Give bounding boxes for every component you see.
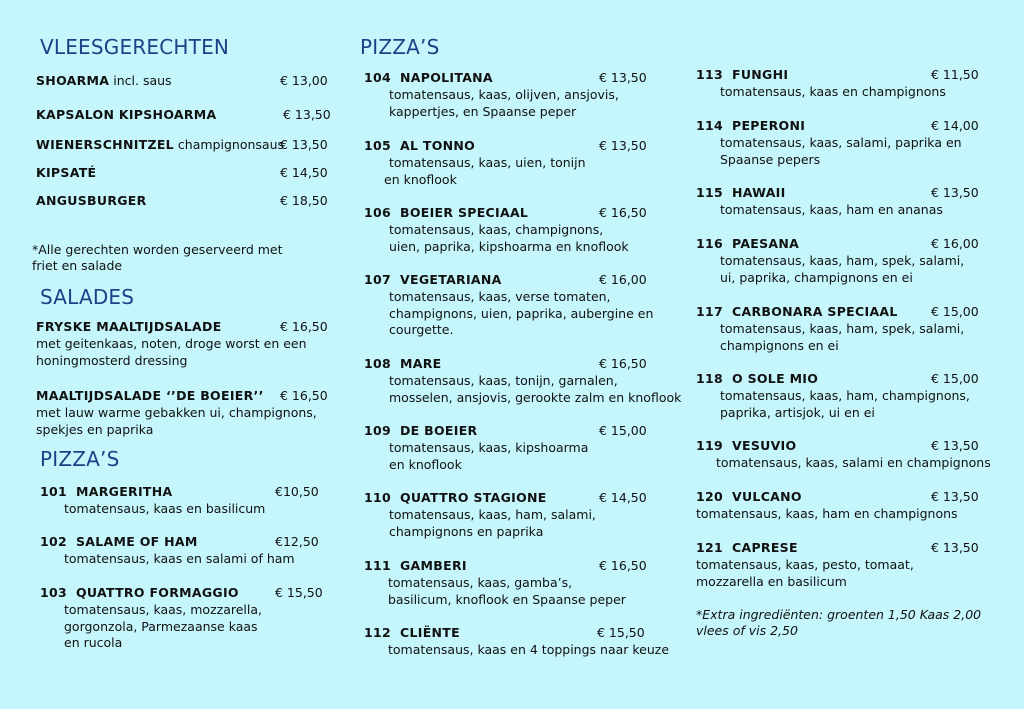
item-price: € 13,50 [280, 137, 328, 152]
pizza-title [364, 356, 441, 372]
pizza-number: 119 [696, 438, 723, 453]
pizza-number: 114 [696, 118, 723, 133]
pizza-title [364, 490, 547, 506]
pizza-desc-line: tomatensaus, kaas, ham en champignons [696, 506, 958, 521]
item-extra: champignonsaus [173, 137, 284, 152]
pizza-name: VULCANO [732, 489, 802, 504]
pizza-desc-line: tomatensaus, kaas, ham, champignons, [720, 388, 970, 403]
pizza-desc-line: tomatensaus, kaas en champignons [720, 84, 946, 99]
item-name: KAPSALON KIPSHOARMA [36, 107, 217, 122]
menu-item [36, 193, 147, 209]
salad-desc-line: spekjes en paprika [36, 421, 154, 437]
pizza-name: AL TONNO [400, 138, 476, 153]
pizza-title [696, 304, 898, 320]
pizza-number: 116 [696, 236, 723, 251]
pizza-price: € 15,50 [597, 625, 645, 640]
pizza-title [696, 118, 805, 134]
pizza-desc-line: tomatensaus, kaas, verse tomaten, [389, 289, 611, 304]
heading-pizzas-left: PIZZA’S [40, 447, 120, 471]
serving-note [32, 242, 283, 274]
pizza-name: CARBONARA SPECIAAL [732, 304, 898, 319]
pizza-name: PEPERONI [732, 118, 806, 133]
pizza-name: BOEIER SPECIAAL [400, 205, 529, 220]
item-name: ANGUSBURGER [36, 193, 147, 208]
pizza-desc-line: champignons, uien, paprika, aubergine en [389, 305, 654, 321]
item-extra: incl. saus [109, 73, 172, 88]
pizza-title [696, 185, 786, 201]
pizza-name: QUATTRO FORMAGGIO [76, 585, 239, 600]
pizza-desc-line: gorgonzola, Parmezaanse kaas [64, 618, 258, 634]
pizza-desc-line: champignons en paprika [389, 523, 544, 539]
pizza-price: € 13,50 [599, 138, 647, 153]
item-name: SHOARMA [36, 73, 110, 88]
pizza-number: 110 [364, 490, 391, 505]
pizza-title [364, 138, 475, 154]
pizza-name: MARE [400, 356, 442, 371]
pizza-name: SALAME OF HAM [76, 534, 198, 549]
pizza-price: € 13,50 [931, 185, 979, 200]
item-price: € 18,50 [280, 193, 328, 208]
pizza-name: DE BOEIER [400, 423, 478, 438]
pizza-desc-line: tomatensaus, kaas, ham, spek, salami, [720, 321, 965, 336]
pizza-price: € 14,00 [931, 118, 979, 133]
pizza-desc-line: mozzarella en basilicum [696, 573, 847, 589]
pizza-desc-line: tomatensaus, kaas, olijven, ansjovis, [389, 87, 619, 102]
salad-desc [36, 405, 317, 438]
pizza-desc-line: tomatensaus, kaas, ham, salami, [389, 507, 596, 522]
pizza-desc-line: tomatensaus, kaas, salami, paprika en [720, 135, 962, 150]
item-price: € 13,00 [280, 73, 328, 88]
salad-price: € 16,50 [280, 388, 328, 403]
pizza-number: 105 [364, 138, 391, 153]
pizza-number: 120 [696, 489, 723, 504]
heading-pizzas-middle: PIZZA’S [360, 35, 440, 59]
pizza-title [40, 484, 172, 500]
pizza-number: 121 [696, 540, 723, 555]
salad-desc-line: honingmosterd dressing [36, 352, 188, 368]
salad-name: FRYSKE MAALTIJDSALADE [36, 319, 222, 334]
pizza-desc-line: Spaanse pepers [720, 151, 821, 167]
pizza-title [364, 70, 493, 86]
extra-note-line: *Extra ingrediënten: groenten 1,50 Kaas 2,00 [696, 607, 982, 622]
pizza-price: € 16,50 [599, 356, 647, 371]
pizza-number: 115 [696, 185, 723, 200]
pizza-title [364, 625, 460, 641]
pizza-name: VESUVIO [732, 438, 797, 453]
pizza-title [696, 438, 796, 454]
pizza-title [364, 558, 467, 574]
pizza-desc-line: basilicum, knoflook en Spaanse peper [388, 591, 626, 607]
pizza-desc-line: tomatensaus, kaas en salami of ham [64, 551, 295, 566]
pizza-price: € 16,00 [931, 236, 979, 251]
pizza-name: HAWAII [732, 185, 786, 200]
pizza-price: € 15,00 [931, 304, 979, 319]
pizza-desc-line: tomatensaus, kaas en basilicum [64, 501, 266, 516]
pizza-desc-line: mosselen, ansjovis, gerookte zalm en knoflook [389, 389, 682, 405]
menu-item [36, 107, 217, 123]
pizza-price: € 16,50 [599, 205, 647, 220]
pizza-price: € 14,50 [599, 490, 647, 505]
pizza-desc-line: champignons en ei [720, 337, 839, 353]
pizza-desc-line: tomatensaus, kaas, mozzarella, [64, 602, 262, 617]
pizza-name: FUNGHI [732, 67, 789, 82]
salad-desc [36, 336, 307, 369]
pizza-name: PAESANA [732, 236, 800, 251]
pizza-title [364, 272, 502, 288]
pizza-name: MARGERITHA [76, 484, 173, 499]
pizza-name: QUATTRO STAGIONE [400, 490, 547, 505]
extra-ingredients-note [696, 607, 981, 639]
pizza-name: GAMBERI [400, 558, 467, 573]
pizza-title [696, 236, 799, 252]
serving-note-line: *Alle gerechten worden geserveerd met [32, 242, 283, 257]
extra-note-line: vlees of vis 2,50 [696, 623, 798, 638]
pizza-title [696, 67, 788, 83]
item-name: KIPSATÉ [36, 165, 97, 180]
pizza-desc-line: tomatensaus, kaas, ham, spek, salami, [720, 253, 965, 268]
pizza-price: €10,50 [275, 484, 319, 499]
item-name: WIENERSCHNITZEL [36, 137, 174, 152]
pizza-desc-line: en knoflook [384, 171, 457, 187]
pizza-number: 111 [364, 558, 391, 573]
pizza-number: 109 [364, 423, 391, 438]
item-price: € 13,50 [283, 107, 331, 122]
pizza-price: €12,50 [275, 534, 319, 549]
pizza-desc-line: tomatensaus, kaas, gamba’s, [388, 575, 573, 590]
pizza-price: € 15,00 [599, 423, 647, 438]
pizza-number: 113 [696, 67, 723, 82]
salad-name: MAALTIJDSALADE ‘’DE BOEIER’’ [36, 388, 264, 403]
pizza-title [364, 205, 528, 221]
pizza-number: 101 [40, 484, 67, 499]
pizza-desc-line: paprika, artisjok, ui en ei [720, 404, 875, 420]
pizza-number: 108 [364, 356, 391, 371]
pizza-number: 106 [364, 205, 391, 220]
pizza-desc-line: tomatensaus, kaas, tonijn, garnalen, [389, 373, 618, 388]
pizza-title [696, 540, 798, 556]
pizza-name: O SOLE MIO [732, 371, 819, 386]
pizza-title [364, 423, 477, 439]
heading-salades: SALADES [40, 285, 135, 309]
salad-desc-line: met lauw warme gebakken ui, champignons, [36, 405, 317, 420]
pizza-title [40, 585, 239, 601]
pizza-number: 112 [364, 625, 391, 640]
pizza-name: NAPOLITANA [400, 70, 493, 85]
pizza-price: € 15,00 [931, 371, 979, 386]
pizza-title [696, 489, 802, 505]
pizza-price: € 16,00 [599, 272, 647, 287]
pizza-price: € 16,50 [599, 558, 647, 573]
pizza-desc-line: tomatensaus, kaas, ham en ananas [720, 202, 943, 217]
pizza-desc-line: courgette. [389, 322, 454, 337]
pizza-number: 107 [364, 272, 391, 287]
pizza-name: CAPRESE [732, 540, 798, 555]
serving-note-line: friet en salade [32, 258, 123, 273]
pizza-price: € 13,50 [599, 70, 647, 85]
pizza-title [40, 534, 198, 550]
menu-item [36, 165, 96, 181]
item-price: € 14,50 [280, 165, 328, 180]
menu-item [36, 73, 172, 89]
pizza-desc-line: kappertjes, en Spaanse peper [389, 103, 577, 119]
pizza-desc-line: tomatensaus, kaas en 4 toppings naar keuze [388, 642, 670, 657]
salad-desc-line: met geitenkaas, noten, droge worst en een [36, 336, 307, 351]
pizza-name: VEGETARIANA [400, 272, 502, 287]
pizza-number: 104 [364, 70, 391, 85]
pizza-price: € 13,50 [931, 540, 979, 555]
pizza-number: 103 [40, 585, 67, 600]
pizza-number: 102 [40, 534, 67, 549]
pizza-desc-line: tomatensaus, kaas, pesto, tomaat, [696, 557, 914, 572]
pizza-price: € 11,50 [931, 67, 979, 82]
pizza-desc-line: tomatensaus, kaas, champignons, [389, 222, 604, 237]
pizza-number: 117 [696, 304, 723, 319]
pizza-desc-line: uien, paprika, kipshoarma en knoflook [389, 238, 629, 254]
heading-vleesgerechten: VLEESGERECHTEN [40, 35, 230, 59]
pizza-desc-line: en rucola [64, 635, 123, 650]
pizza-title [696, 371, 818, 387]
pizza-desc-line: tomatensaus, kaas, kipshoarma [389, 440, 589, 455]
pizza-price: € 13,50 [931, 438, 979, 453]
pizza-name: CLIËNTE [400, 625, 460, 640]
pizza-number: 118 [696, 371, 723, 386]
salad-price: € 16,50 [280, 319, 328, 334]
pizza-desc-line: en knoflook [389, 456, 462, 472]
menu-item [36, 137, 284, 153]
pizza-desc-line: ui, paprika, champignons en ei [720, 269, 913, 285]
pizza-price: € 13,50 [931, 489, 979, 504]
pizza-desc-line: tomatensaus, kaas, salami en champignons [716, 455, 991, 470]
pizza-price: € 15,50 [275, 585, 323, 600]
pizza-desc-line: tomatensaus, kaas, uien, tonijn [389, 155, 586, 170]
